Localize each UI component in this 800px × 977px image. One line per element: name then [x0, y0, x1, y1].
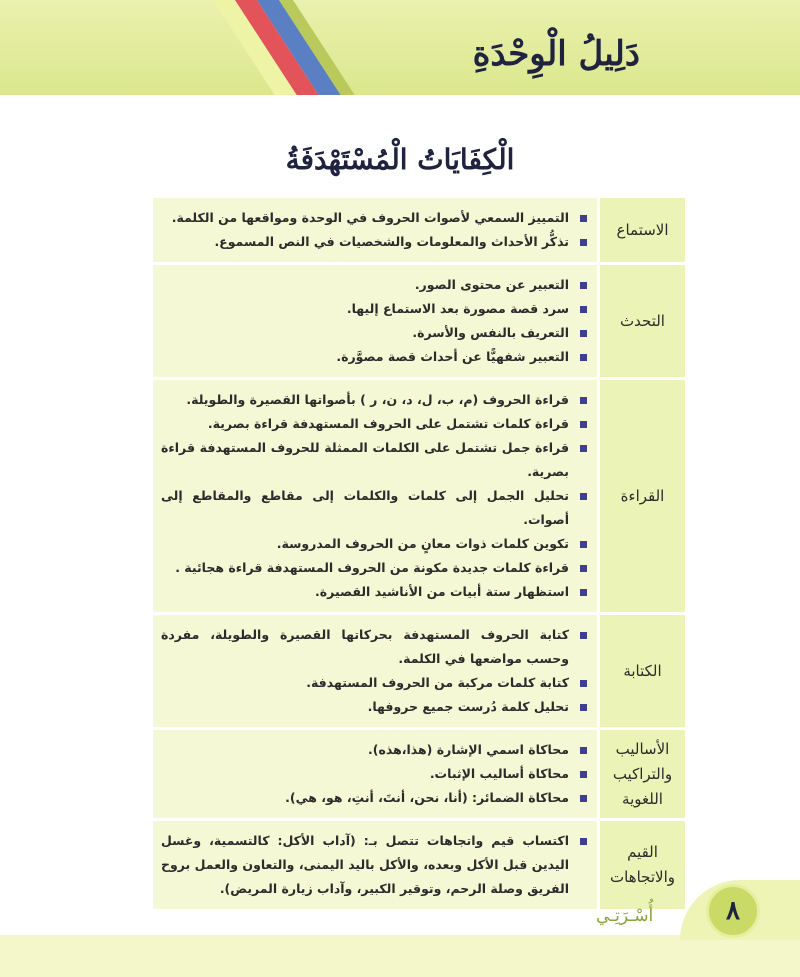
competency-row — [153, 265, 685, 377]
competency-row — [153, 730, 685, 818]
item-text: تذكُّر الأحداث والمعلومات والشخصيات في النص المسموع. — [214, 234, 569, 249]
unit-name: أُسْـرَتِـي — [596, 906, 654, 926]
item-text: محاكاة أساليب الإثبات. — [429, 766, 569, 781]
square-bullet-icon — [580, 397, 587, 404]
square-bullet-icon — [580, 330, 587, 337]
competency-row — [153, 198, 685, 262]
competency-row — [153, 821, 685, 909]
page-footer — [0, 935, 800, 977]
competency-list — [153, 380, 597, 612]
item-text: قراءة جمل تشتمل على الكلمات الممثلة للحروف المستهدفة قراءة بصرية. — [161, 440, 569, 479]
competency-row — [153, 380, 685, 612]
item-text: كتابة الحروف المستهدفة بحركاتها القصيرة والطويلة، مفردة وحسب مواضعها في الكلمة. — [161, 627, 569, 666]
list-item — [161, 786, 587, 810]
category-label: الكتابة — [597, 615, 685, 727]
list-item — [161, 532, 587, 556]
list-item — [161, 321, 587, 345]
item-text: التعبير عن محتوى الصور. — [414, 277, 569, 292]
item-text: قراءة الحروف (م، ب، ل، د، ن، ر ) بأصواتها القصيرة والطويلة. — [186, 392, 569, 407]
category-label: القيم والاتجاهات — [597, 821, 685, 909]
list-item — [161, 580, 587, 604]
page-header — [0, 0, 800, 95]
list-item — [161, 829, 587, 901]
item-text: محاكاة اسمي الإشارة (هذا،هذه). — [368, 742, 569, 757]
square-bullet-icon — [580, 493, 587, 500]
item-text: التمييز السمعي لأصوات الحروف في الوحدة ومواقعها من الكلمة. — [171, 210, 569, 225]
competency-list — [153, 730, 597, 818]
square-bullet-icon — [580, 565, 587, 572]
competency-row — [153, 615, 685, 727]
competency-list — [153, 821, 597, 909]
list-item — [161, 556, 587, 580]
list-item — [161, 738, 587, 762]
category-label: القراءة — [597, 380, 685, 612]
square-bullet-icon — [580, 354, 587, 361]
square-bullet-icon — [580, 239, 587, 246]
square-bullet-icon — [580, 680, 587, 687]
item-text: التعبير شفهيًّا عن أحداث قصة مصوَّرة. — [336, 349, 569, 364]
item-text: تحليل الجمل إلى كلمات والكلمات إلى مقاطع والمقاطع إلى أصوات. — [161, 488, 569, 527]
item-text: التعريف بالنفس والأسرة. — [412, 325, 569, 340]
list-item — [161, 345, 587, 369]
competencies-table — [153, 198, 685, 912]
page-number: ٨ — [706, 884, 760, 938]
list-item — [161, 412, 587, 436]
competency-list — [153, 615, 597, 727]
header-title: دَلِيلُ الْوِحْدَةِ — [472, 34, 640, 74]
list-item — [161, 297, 587, 321]
competency-list — [153, 198, 597, 262]
item-text: كتابة كلمات مركبة من الحروف المستهدفة. — [306, 675, 569, 690]
square-bullet-icon — [580, 771, 587, 778]
square-bullet-icon — [580, 747, 587, 754]
list-item — [161, 206, 587, 230]
square-bullet-icon — [580, 282, 587, 289]
square-bullet-icon — [580, 632, 587, 639]
square-bullet-icon — [580, 838, 587, 845]
square-bullet-icon — [580, 421, 587, 428]
item-text: تحليل كلمة دُرست جميع حروفها. — [367, 699, 569, 714]
square-bullet-icon — [580, 306, 587, 313]
list-item — [161, 762, 587, 786]
list-item — [161, 230, 587, 254]
list-item — [161, 695, 587, 719]
list-item — [161, 388, 587, 412]
item-text: قراءة كلمات جديدة مكونة من الحروف المستهدفة قراءة هجائية . — [175, 560, 569, 575]
competency-list — [153, 265, 597, 377]
category-label: الأساليب والتراكيب اللغوية — [597, 730, 685, 818]
square-bullet-icon — [580, 541, 587, 548]
list-item — [161, 623, 587, 671]
item-text: محاكاة الضمائر: (أنا، نحن، أنتَ، أنتِ، هو، هي). — [285, 790, 569, 805]
list-item — [161, 436, 587, 484]
category-label: الاستماع — [597, 198, 685, 262]
list-item — [161, 484, 587, 532]
item-text: سرد قصة مصورة بعد الاستماع إليها. — [346, 301, 569, 316]
square-bullet-icon — [580, 795, 587, 802]
item-text: قراءة كلمات تشتمل على الحروف المستهدفة قراءة بصرية. — [207, 416, 569, 431]
list-item — [161, 273, 587, 297]
page-title: الْكِفَايَاتُ الْمُسْتَهْدَفَةُ — [285, 143, 515, 176]
list-item — [161, 671, 587, 695]
square-bullet-icon — [580, 445, 587, 452]
square-bullet-icon — [580, 215, 587, 222]
item-text: تكوين كلمات ذوات معانٍ من الحروف المدروسة. — [276, 536, 569, 551]
square-bullet-icon — [580, 589, 587, 596]
item-text: اكتساب قيم واتجاهات تتصل بـ: (آداب الأكل: كالتسمية، وغسل اليدين قبل الأكل وبعده، والأكل باليد اليمنى، والتعاون والعمل بروح الفريق وصلة الرحم، وتوقير الكبير، وآداب زيارة المريض). — [161, 833, 569, 896]
item-text: استظهار ستة أبيات من الأناشيد القصيرة. — [315, 584, 569, 599]
category-label: التحدث — [597, 265, 685, 377]
square-bullet-icon — [580, 704, 587, 711]
